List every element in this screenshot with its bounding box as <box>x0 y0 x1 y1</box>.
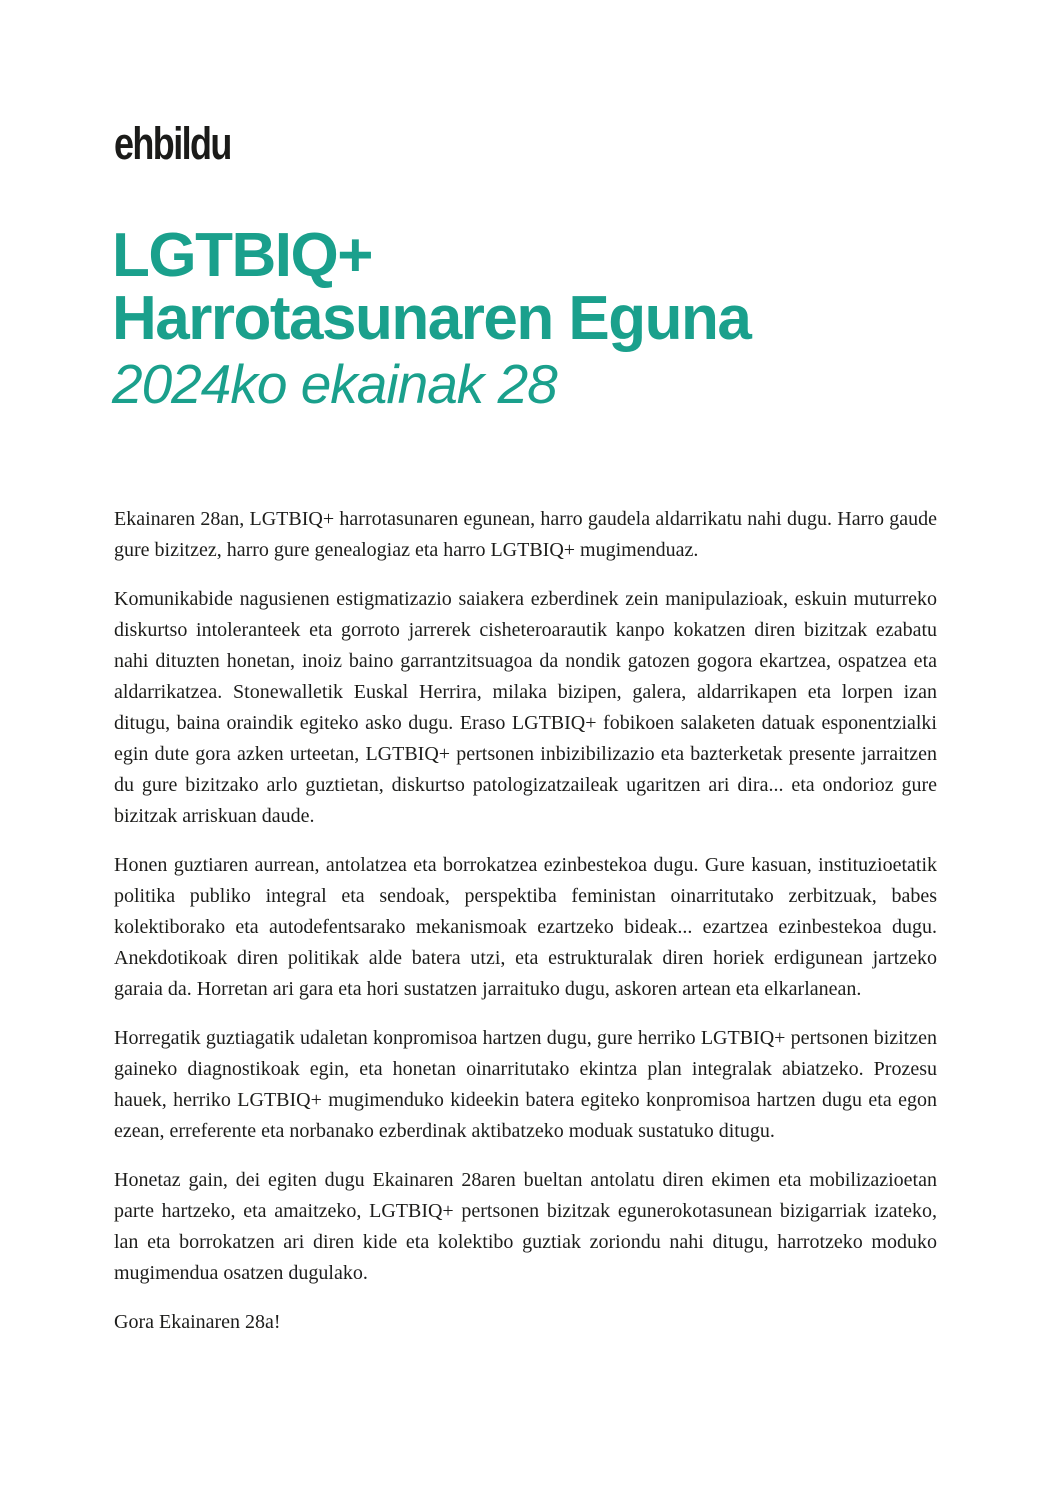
closing-line: Gora Ekainaren 28a! <box>114 1311 281 1333</box>
page-title-line-1: LGTBIQ+ <box>112 221 372 290</box>
paragraph-commitment: Horregatik guztiagatik udaletan konpromisoa hartzen dugu, gure herriko LGTBIQ+ pertsonen bizitzen gaineko diagnostikoak egin, eta honetan oinarritutako ekintza plan integralak abiatzeko. Prozesu hauek, herriko LGTBIQ+ mugimenduko kideekin batera egiteko konpromisoa hartzen dugu eta egon ezean, erreferente eta norbanako ezberdinak aktibatzeko moduak sustatuko ditugu. <box>114 1027 937 1142</box>
document-text <box>114 504 937 1338</box>
page-title-line-2: Harrotasunaren Eguna <box>112 284 751 353</box>
paragraph-intro: Ekainaren 28an, LGTBIQ+ harrotasunaren egunean, harro gaudela aldarrikatu nahi dugu. Harro gaude gure bizitzez, harro gure genealogiaz eta harro LGTBIQ+ mugimenduaz. <box>114 508 937 561</box>
paragraph-context: Komunikabide nagusienen estigmatizazio saiakera ezberdinek zein manipulazioak, eskuin muturreko diskurtso intoleranteek eta gorroto jarrerek cisheteroarautik kanpo kokatzen diren bizitzak ezabatu nahi dituzten honetan, inoiz baino garrantzitsuagoa da nondik gatozen gogora ekartzea, ospatzea eta aldarrikatzea. Stonewalletik Euskal Herrira, milaka bizipen, galera, aldarrikapen eta lorpen izan ditugu, baina oraindik egiteko asko dugu. Eraso LGTBIQ+ fobikoen salaketen datuak esponentzialki egin dute gora azken urteetan, LGTBIQ+ pertsonen inbizibilizazio eta bazterketak presente jarraitzen du gure bizitzako arlo guztietan, diskurtso patologizatzaileak ugaritzen ari dira... eta ondorioz gure bizitzak arriskuan daude. <box>114 588 937 827</box>
title-block <box>112 221 972 415</box>
page-title <box>112 221 972 353</box>
paragraph-organizing: Honen guztiaren aurrean, antolatzea eta borrokatzea ezinbestekoa dugu. Gure kasuan, instituzioetatik politika publiko integral eta sendoak, perspektiba feministan oinarritutako zerbitzuak, babes kolektiborako eta autodefentsarako mekanismoak ezartzeko bideak... ezartzea ezinbestekoa dugu. Anekdotikoak diren politikak alde batera utzi, eta estrukturalak diren horiek erdigunean jartzeko garaia da. Horretan ari gara eta hori sustatzen jarraituko dugu, askoren artean eta elkarlanean. <box>114 854 937 1000</box>
paragraph-callout: Honetaz gain, dei egiten dugu Ekainaren 28aren bueltan antolatu diren ekimen eta mobilizazioetan parte hartzeko, eta amaitzeko, LGTBIQ+ pertsonen bizitzak egunerokotasunean bizigarriak izateko, lan eta borrokatzen ari diren kide eta kolektibo guztiak zoriondu nahi ditugu, harrotzeko moduko mugimendua osatzen dugulako. <box>114 1169 937 1284</box>
ehbildu-logo: ehbildu <box>114 118 231 169</box>
page-subtitle-date: 2024ko ekainak 28 <box>112 353 557 415</box>
